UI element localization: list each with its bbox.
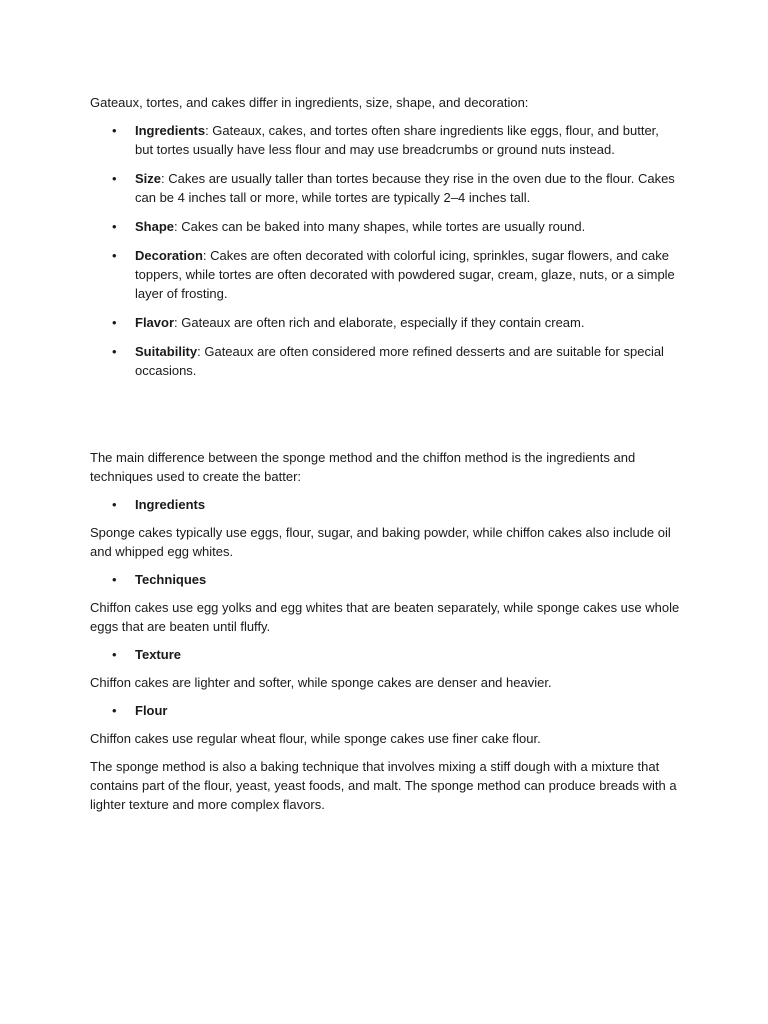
section2-intro: The main difference between the sponge method and the chiffon method is the ingredients and techniques used to create the batter:: [90, 450, 636, 484]
item-text: : Cakes are usually taller than tortes because they rise in the oven due to the flour. Cakes can be 4 inches tall or more, while tortes are typically 2–4 inches tall.: [135, 171, 675, 205]
subheading-ingredients: [90, 495, 680, 514]
item-label: Ingredients: [135, 123, 206, 138]
item-text: : Gateaux are often rich and elaborate, especially if they contain cream.: [174, 315, 585, 330]
item-label: Decoration: [135, 248, 203, 263]
list-item: [90, 169, 680, 207]
item-text: : Gateaux, cakes, and tortes often share ingredients like eggs, flour, and butter, but tortes usually have less flour and may use breadcrumbs or ground nuts instead.: [135, 123, 659, 157]
item-label: Suitability: [135, 344, 198, 359]
item-text: : Gateaux are often considered more refined desserts and are suitable for special occasions.: [135, 344, 664, 378]
subheading-flour: [90, 701, 680, 720]
subheading-label: Texture: [135, 647, 181, 662]
item-text: : Cakes are often decorated with colorful icing, sprinkles, sugar flowers, and cake toppers, while tortes are often decorated with powdered sugar, cream, glaze, nuts, or a simple layer of frosting.: [135, 248, 675, 301]
item-text: : Cakes can be baked into many shapes, while tortes are usually round.: [174, 219, 586, 234]
paragraph-flour: Chiffon cakes use regular wheat flour, while sponge cakes use finer cake flour.: [90, 731, 541, 746]
subheading-label: Techniques: [135, 572, 207, 587]
closing-paragraph: The sponge method is also a baking technique that involves mixing a stiff dough with a mixture that contains part of the flour, yeast, yeast foods, and malt. The sponge method can produce breads with a lighter texture and more complex flavors.: [90, 759, 677, 812]
bullet-icon: •: [112, 647, 117, 662]
subheading-label: Flour: [135, 703, 168, 718]
list-item: [90, 121, 680, 159]
paragraph-ingredients: Sponge cakes typically use eggs, flour, sugar, and baking powder, while chiffon cakes also include oil and whipped egg whites.: [90, 525, 671, 559]
bullet-icon: •: [112, 315, 117, 330]
bullet-icon: •: [112, 248, 117, 263]
item-label: Flavor: [135, 315, 175, 330]
list-item: [90, 246, 680, 303]
bullet-icon: •: [112, 497, 117, 512]
section-spacer: [90, 390, 680, 448]
item-label: Shape: [135, 219, 175, 234]
bullet-icon: •: [112, 171, 117, 186]
comparison-list: [90, 121, 680, 380]
paragraph-techniques: Chiffon cakes use egg yolks and egg whites that are beaten separately, while sponge cakes use whole eggs that are beaten until fluffy.: [90, 600, 680, 634]
subheading-label: Ingredients: [135, 497, 206, 512]
subheading-texture: [90, 645, 680, 664]
bullet-icon: •: [112, 344, 117, 359]
bullet-icon: •: [112, 219, 117, 234]
subheading-techniques: [90, 570, 680, 589]
bullet-icon: •: [112, 123, 117, 138]
bullet-icon: •: [112, 572, 117, 587]
list-item: [90, 217, 680, 236]
document-page: [90, 93, 680, 823]
list-item: [90, 313, 680, 332]
section1-intro: Gateaux, tortes, and cakes differ in ingredients, size, shape, and decoration:: [90, 95, 529, 110]
bullet-icon: •: [112, 703, 117, 718]
paragraph-texture: Chiffon cakes are lighter and softer, while sponge cakes are denser and heavier.: [90, 675, 552, 690]
list-item: [90, 342, 680, 380]
item-label: Size: [135, 171, 162, 186]
